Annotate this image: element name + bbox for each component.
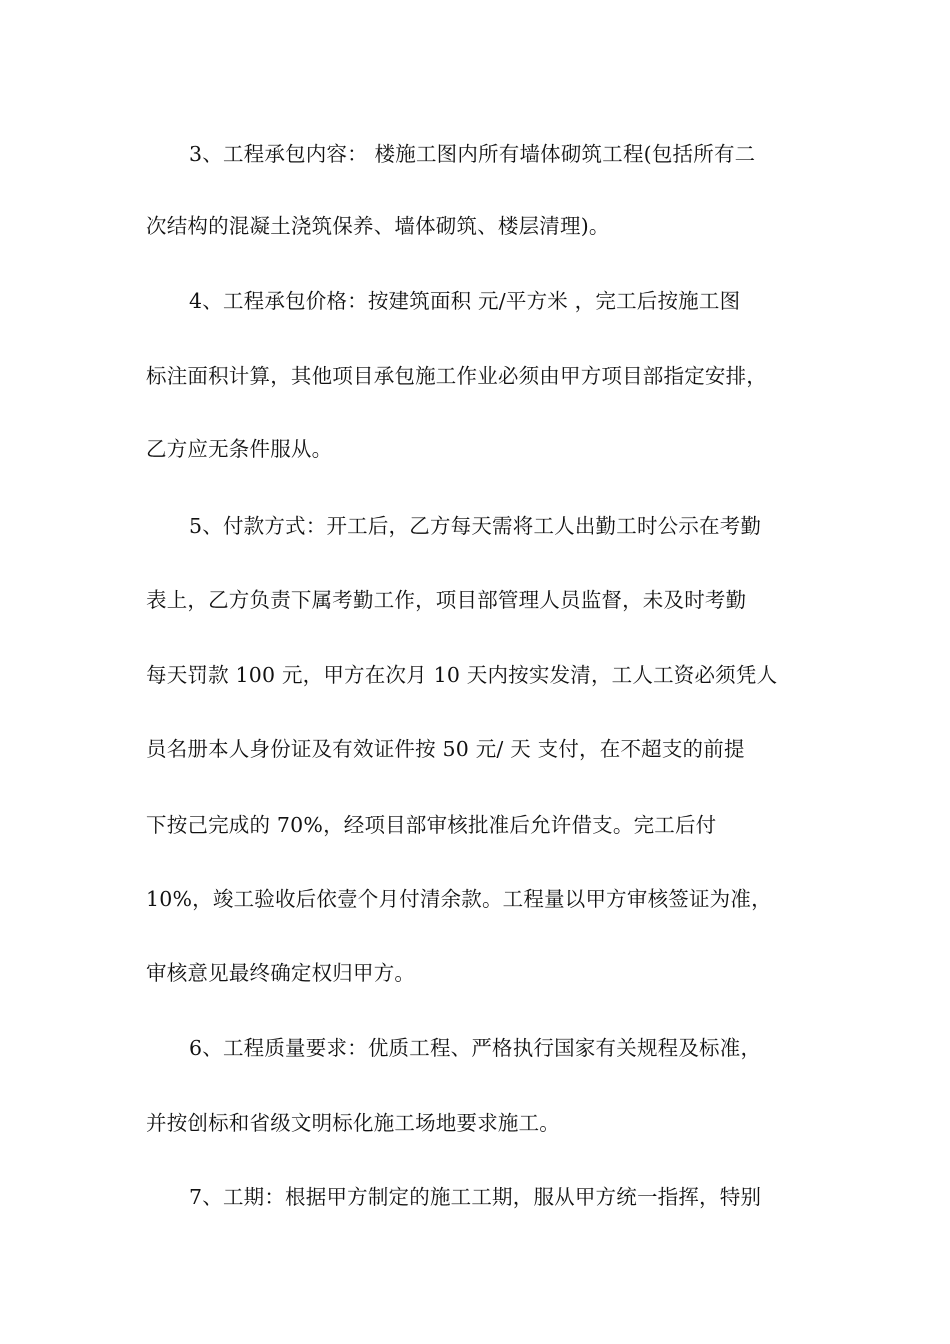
clause-7-line-1: 7、工期：根据甲方制定的施工工期，服从甲方统一指挥，特别: [189, 1185, 762, 1209]
clause-4-line-3: 乙方应无条件服从。: [146, 437, 333, 461]
clause-5-line-6: 10%，竣工验收后依壹个月付清余款。工程量以甲方审核签证为准，: [146, 887, 772, 911]
clause-5-line-3: 每天罚款 100 元，甲方在次月 10 天内按实发清，工人工资必须凭人: [146, 663, 778, 687]
clause-3-line-1: 3、工程承包内容： 楼施工图内所有墙体砌筑工程(包括所有二: [189, 142, 756, 166]
clause-4-line-1: 4、工程承包价格：按建筑面积 元/平方米 ，完工后按施工图: [189, 289, 741, 313]
clause-5-line-4: 员名册本人身份证及有效证件按 50 元/ 天 支付，在不超支的前提: [146, 737, 745, 761]
clause-5-line-7: 审核意见最终确定权归甲方。: [146, 961, 416, 985]
clause-5-line-2: 表上，乙方负责下属考勤工作，项目部管理人员监督，未及时考勤: [146, 588, 747, 612]
clause-6-line-2: 并按创标和省级文明标化施工场地要求施工。: [146, 1111, 560, 1135]
clause-6-line-1: 6、工程质量要求：优质工程、严格执行国家有关规程及标准，: [189, 1036, 762, 1060]
clause-5-line-1: 5、付款方式：开工后，乙方每天需将工人出勤工时公示在考勤: [189, 514, 762, 538]
clause-5-line-5: 下按己完成的 70%，经项目部审核批准后允许借支。完工后付: [146, 813, 717, 837]
clause-3-line-2: 次结构的混凝土浇筑保养、墙体砌筑、楼层清理)。: [146, 214, 610, 238]
clause-4-line-2: 标注面积计算，其他项目承包施工作业必须由甲方项目部指定安排，: [146, 364, 767, 388]
